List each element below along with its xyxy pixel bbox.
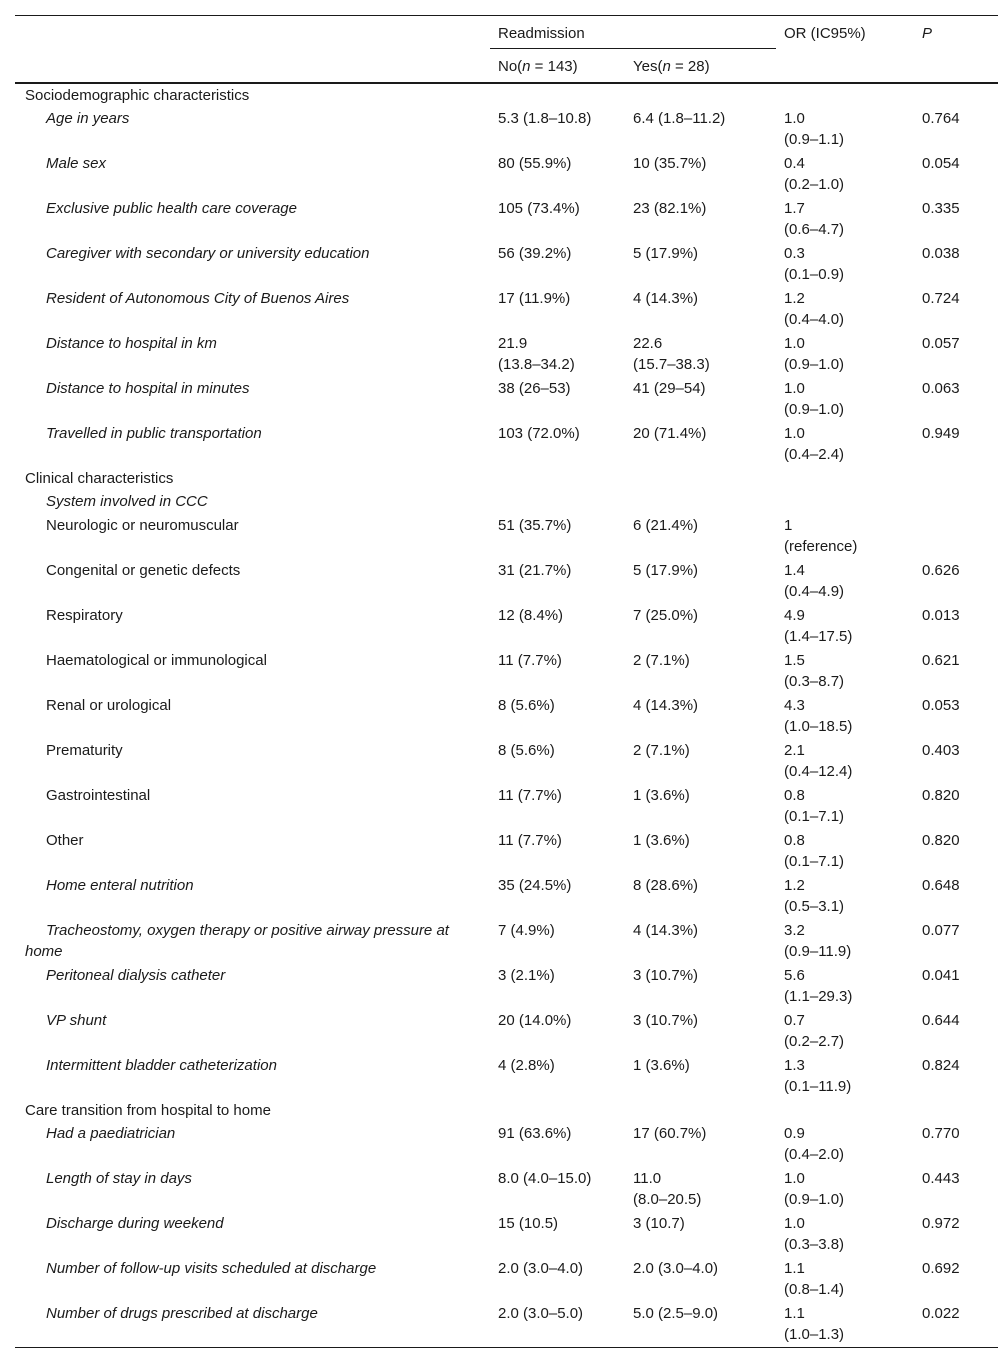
row-label: Neurologic or neuromuscular	[46, 517, 239, 534]
yes-header	[633, 49, 776, 84]
cell-or-value: 1.0	[784, 425, 805, 442]
cell-or-value: 3.2	[784, 922, 805, 939]
row-label: Haematological or immunological	[46, 652, 267, 669]
cell-or	[776, 559, 904, 604]
cell-p: 0.403	[922, 742, 960, 759]
cell-no: 35 (24.5%)	[498, 877, 572, 894]
cell-yes: 5 (17.9%)	[633, 562, 699, 579]
table-row	[15, 874, 998, 919]
cell-p: 0.724	[922, 290, 960, 307]
cell-or-ci: (0.2–2.7)	[784, 1033, 845, 1050]
cell-yes-value: 22.6	[633, 335, 663, 352]
cell-or-ci: (0.4–2.0)	[784, 1146, 845, 1163]
cell-yes: 3 (10.7%)	[633, 1012, 699, 1029]
cell-p: 0.013	[922, 607, 960, 624]
cell-yes: 4 (14.3%)	[633, 290, 699, 307]
row-label: Prematurity	[46, 742, 123, 759]
p-header: P	[904, 16, 998, 49]
cell-yes: 3 (10.7)	[633, 1215, 685, 1232]
cell-or-ci: (0.4–4.0)	[784, 311, 845, 328]
table-row	[15, 964, 998, 1009]
cell-or	[776, 514, 904, 559]
cell-no: 7 (4.9%)	[498, 922, 555, 939]
table-row	[15, 1302, 998, 1348]
cell-p	[904, 514, 998, 559]
cell-no: 15 (10.5)	[498, 1215, 559, 1232]
section-title: Sociodemographic characteristics	[25, 87, 250, 104]
row-label: Age in years	[46, 110, 130, 127]
cell-yes: 17 (60.7%)	[633, 1125, 707, 1142]
row-label: Home enteral nutrition	[46, 877, 194, 894]
cell-yes: 10 (35.7%)	[633, 155, 707, 172]
cell-or	[776, 152, 904, 197]
cell-or	[776, 287, 904, 332]
cell-yes: 2.0 (3.0–4.0)	[633, 1260, 719, 1277]
cell-no: 56 (39.2%)	[498, 245, 572, 262]
cell-or-ci: (0.4–4.9)	[784, 583, 845, 600]
cell-no: 105 (73.4%)	[498, 200, 580, 217]
cell-p: 0.824	[922, 1057, 960, 1074]
cell-yes: 23 (82.1%)	[633, 200, 707, 217]
row-label: VP shunt	[46, 1012, 107, 1029]
cell-no: 38 (26–53)	[498, 380, 571, 397]
cell-or-ci: (0.2–1.0)	[784, 176, 845, 193]
yes-header-n: n	[662, 58, 671, 75]
table-row	[15, 332, 998, 377]
cell-p: 0.764	[922, 110, 960, 127]
cell-or-ci: (0.5–3.1)	[784, 898, 845, 915]
cell-yes: 6.4 (1.8–11.2)	[633, 110, 726, 127]
table-row	[15, 784, 998, 829]
cell-or-ci: (0.9–1.0)	[784, 1191, 845, 1208]
row-label: Tracheostomy, oxygen therapy or positive airway pressure at home	[25, 922, 449, 960]
cell-or-value: 1.5	[784, 652, 805, 669]
table-row	[15, 514, 998, 559]
cell-p: 0.443	[922, 1170, 960, 1187]
cell-yes-range: (8.0–20.5)	[633, 1191, 702, 1208]
cell-or-value: 4.3	[784, 697, 805, 714]
cell-or	[776, 739, 904, 784]
cell-no: 8.0 (4.0–15.0)	[498, 1170, 592, 1187]
section-title: Clinical characteristics	[25, 470, 174, 487]
readmission-table	[15, 15, 998, 1348]
cell-or-value: 0.8	[784, 832, 805, 849]
no-header-value: = 143)	[530, 58, 578, 75]
header-empty-3	[776, 49, 904, 84]
cell-no: 80 (55.9%)	[498, 155, 572, 172]
table-row	[15, 1054, 998, 1099]
row-label: Congenital or genetic defects	[46, 562, 241, 579]
cell-no: 11 (7.7%)	[498, 652, 562, 669]
cell-or-ci: (1.0–18.5)	[784, 718, 853, 735]
row-label: Had a paediatrician	[46, 1125, 176, 1142]
cell-or	[776, 1257, 904, 1302]
row-label: Exclusive public health care coverage	[46, 200, 297, 217]
cell-p: 0.692	[922, 1260, 960, 1277]
row-label: Peritoneal dialysis catheter	[46, 967, 226, 984]
header-empty-2	[15, 49, 490, 84]
cell-no: 8 (5.6%)	[498, 742, 555, 759]
row-label: Distance to hospital in minutes	[46, 380, 250, 397]
cell-or-value: 1.2	[784, 290, 805, 307]
cell-p: 0.644	[922, 1012, 960, 1029]
table-row	[15, 829, 998, 874]
cell-or	[776, 1302, 904, 1348]
cell-or-value: 1.3	[784, 1057, 805, 1074]
cell-yes: 3 (10.7%)	[633, 967, 699, 984]
cell-or-value: 1.0	[784, 335, 805, 352]
table-row	[15, 377, 998, 422]
yes-header-label: Yes(	[633, 58, 663, 75]
cell-no-range: (13.8–34.2)	[498, 356, 575, 373]
table-row	[15, 242, 998, 287]
cell-or	[776, 604, 904, 649]
table-row	[15, 287, 998, 332]
row-label: Other	[46, 832, 84, 849]
cell-or	[776, 964, 904, 1009]
cell-or-value: 2.1	[784, 742, 805, 759]
row-label: Distance to hospital in km	[46, 335, 217, 352]
cell-or-ci: (reference)	[784, 538, 858, 555]
row-label: Respiratory	[46, 607, 123, 624]
table-row	[15, 919, 998, 964]
cell-yes: 4 (14.3%)	[633, 697, 699, 714]
cell-or-ci: (0.1–7.1)	[784, 808, 845, 825]
subsection-row	[15, 490, 998, 514]
cell-p: 0.057	[922, 335, 960, 352]
or-header: OR (IC95%)	[776, 16, 904, 49]
cell-or	[776, 649, 904, 694]
no-header-label: No(	[498, 58, 523, 75]
cell-yes: 20 (71.4%)	[633, 425, 707, 442]
cell-or-ci: (0.1–11.9)	[784, 1078, 852, 1095]
cell-or-ci: (1.0–1.3)	[784, 1326, 845, 1343]
cell-no: 5.3 (1.8–10.8)	[498, 110, 592, 127]
cell-p: 0.038	[922, 245, 960, 262]
table-row	[15, 1257, 998, 1302]
cell-or	[776, 1009, 904, 1054]
cell-p: 0.648	[922, 877, 960, 894]
cell-or	[776, 1167, 904, 1212]
cell-or-value: 1.0	[784, 1215, 805, 1232]
cell-p: 0.041	[922, 967, 960, 984]
row-label: Number of drugs prescribed at discharge	[15, 1302, 490, 1348]
cell-or-ci: (0.9–11.9)	[784, 943, 852, 960]
section-row	[15, 467, 998, 490]
cell-no-value: 21.9	[498, 335, 528, 352]
row-label: Resident of Autonomous City of Buenos Aires	[46, 290, 350, 307]
cell-or-ci: (0.9–1.0)	[784, 401, 845, 418]
cell-or-value: 1.1	[784, 1260, 805, 1277]
cell-or-ci: (0.3–8.7)	[784, 673, 845, 690]
table-row	[15, 649, 998, 694]
cell-no: 11 (7.7%)	[498, 787, 562, 804]
cell-no: 20 (14.0%)	[498, 1012, 572, 1029]
cell-no: 2.0 (3.0–5.0)	[490, 1302, 633, 1348]
cell-or-value: 1.4	[784, 562, 805, 579]
cell-or	[776, 332, 904, 377]
table-row	[15, 604, 998, 649]
table-row	[15, 197, 998, 242]
cell-or-ci: (0.1–7.1)	[784, 853, 845, 870]
cell-or	[776, 107, 904, 152]
row-label: Renal or urological	[46, 697, 172, 714]
cell-or	[776, 422, 904, 467]
header-empty	[15, 16, 490, 49]
cell-yes: 1 (3.6%)	[633, 832, 690, 849]
cell-p: 0.820	[922, 787, 960, 804]
cell-or-value: 5.6	[784, 967, 805, 984]
cell-or-value: 0.4	[784, 155, 805, 172]
cell-or	[776, 1122, 904, 1167]
table-row	[15, 739, 998, 784]
cell-yes: 5.0 (2.5–9.0)	[633, 1302, 776, 1348]
row-label: Intermittent bladder catheterization	[46, 1057, 277, 1074]
table-row	[15, 422, 998, 467]
cell-yes-range: (15.7–38.3)	[633, 356, 710, 373]
cell-yes: 2 (7.1%)	[633, 652, 690, 669]
yes-header-value: = 28)	[670, 58, 710, 75]
cell-or-value: 0.7	[784, 1012, 805, 1029]
table-row	[15, 1009, 998, 1054]
cell-or-value: 4.9	[784, 607, 805, 624]
cell-or-ci: (0.9–1.0)	[784, 356, 845, 373]
cell-p: 0.335	[922, 200, 960, 217]
cell-or	[776, 1212, 904, 1257]
cell-p: 0.949	[922, 425, 960, 442]
section-row	[15, 1099, 998, 1122]
cell-or	[776, 919, 904, 964]
cell-or	[776, 377, 904, 422]
cell-no: 17 (11.9%)	[498, 290, 571, 307]
cell-p: 0.820	[922, 832, 960, 849]
row-label: Discharge during weekend	[46, 1215, 224, 1232]
cell-or-value: 1.7	[784, 200, 805, 217]
cell-yes: 4 (14.3%)	[633, 922, 699, 939]
table-row	[15, 1167, 998, 1212]
cell-or-ci: (0.9–1.1)	[784, 131, 845, 148]
table-row	[15, 152, 998, 197]
cell-no: 91 (63.6%)	[498, 1125, 572, 1142]
row-label: Male sex	[46, 155, 107, 172]
header-row-1	[15, 16, 998, 49]
cell-or-ci: (0.4–12.4)	[784, 763, 853, 780]
header-empty-4	[904, 49, 998, 84]
cell-p: 0.022	[904, 1302, 998, 1348]
cell-or-value: 0.8	[784, 787, 805, 804]
cell-or	[776, 874, 904, 919]
cell-or-value: 1.0	[784, 110, 805, 127]
cell-or-value: 0.3	[784, 245, 805, 262]
cell-yes: 7 (25.0%)	[633, 607, 699, 624]
cell-or	[776, 197, 904, 242]
table-row	[15, 1122, 998, 1167]
cell-or	[776, 1054, 904, 1099]
cell-yes	[633, 332, 776, 377]
cell-or-ci: (1.1–29.3)	[784, 988, 853, 1005]
cell-or-ci: (0.1–0.9)	[784, 266, 845, 283]
cell-no	[490, 332, 633, 377]
cell-no: 11 (7.7%)	[498, 832, 562, 849]
header-row-2	[15, 49, 998, 84]
cell-yes-value: 11.0	[633, 1170, 662, 1187]
cell-no: 3 (2.1%)	[498, 967, 555, 984]
cell-yes: 1 (3.6%)	[633, 1057, 690, 1074]
cell-or	[776, 242, 904, 287]
cell-p: 0.621	[922, 652, 960, 669]
section-title: Care transition from hospital to home	[25, 1102, 271, 1119]
cell-no: 51 (35.7%)	[498, 517, 572, 534]
cell-p: 0.063	[922, 380, 960, 397]
cell-or-value: 1.0	[784, 380, 805, 397]
cell-no: 2.0 (3.0–4.0)	[498, 1260, 584, 1277]
cell-or-ci: (0.3–3.8)	[784, 1236, 845, 1253]
no-header	[490, 49, 633, 84]
cell-or	[776, 784, 904, 829]
cell-yes: 2 (7.1%)	[633, 742, 690, 759]
row-label: Number of follow-up visits scheduled at discharge	[46, 1260, 377, 1277]
row-label: Caregiver with secondary or university education	[46, 245, 370, 262]
cell-p: 0.053	[922, 697, 960, 714]
cell-or-value: 1.0	[784, 1170, 805, 1187]
row-label: Gastrointestinal	[46, 787, 151, 804]
subsection-title: System involved in CCC	[46, 493, 208, 510]
cell-yes: 8 (28.6%)	[633, 877, 699, 894]
cell-yes: 6 (21.4%)	[633, 517, 699, 534]
cell-no: 8 (5.6%)	[498, 697, 555, 714]
cell-p: 0.626	[922, 562, 960, 579]
row-label: Length of stay in days	[46, 1170, 192, 1187]
readmission-header: Readmission	[490, 16, 776, 49]
cell-or	[776, 694, 904, 739]
cell-p: 0.054	[922, 155, 960, 172]
cell-or-ci: (1.4–17.5)	[784, 628, 853, 645]
cell-p: 0.972	[922, 1215, 960, 1232]
cell-p: 0.770	[922, 1125, 960, 1142]
cell-yes: 41 (29–54)	[633, 380, 706, 397]
cell-or-value: 0.9	[784, 1125, 805, 1142]
cell-no: 103 (72.0%)	[498, 425, 580, 442]
cell-yes: 1 (3.6%)	[633, 787, 690, 804]
cell-p: 0.077	[922, 922, 960, 939]
cell-or-ci: (0.6–4.7)	[784, 221, 845, 238]
cell-or	[776, 829, 904, 874]
cell-yes: 5 (17.9%)	[633, 245, 699, 262]
row-label: Travelled in public transportation	[46, 425, 262, 442]
cell-or-ci: (0.4–2.4)	[784, 446, 845, 463]
table-row	[15, 107, 998, 152]
cell-or-value: 1.1	[784, 1305, 805, 1322]
cell-or-value: 1	[784, 517, 793, 534]
cell-or-ci: (0.8–1.4)	[784, 1281, 845, 1298]
no-header-n: n	[522, 58, 531, 75]
section-row	[15, 83, 998, 107]
table-row	[15, 1212, 998, 1257]
cell-no: 31 (21.7%)	[498, 562, 572, 579]
cell-yes	[633, 1167, 776, 1212]
table-row	[15, 694, 998, 739]
cell-or-value: 1.2	[784, 877, 805, 894]
cell-no: 4 (2.8%)	[498, 1057, 555, 1074]
table-row	[15, 559, 998, 604]
cell-no: 12 (8.4%)	[498, 607, 564, 624]
